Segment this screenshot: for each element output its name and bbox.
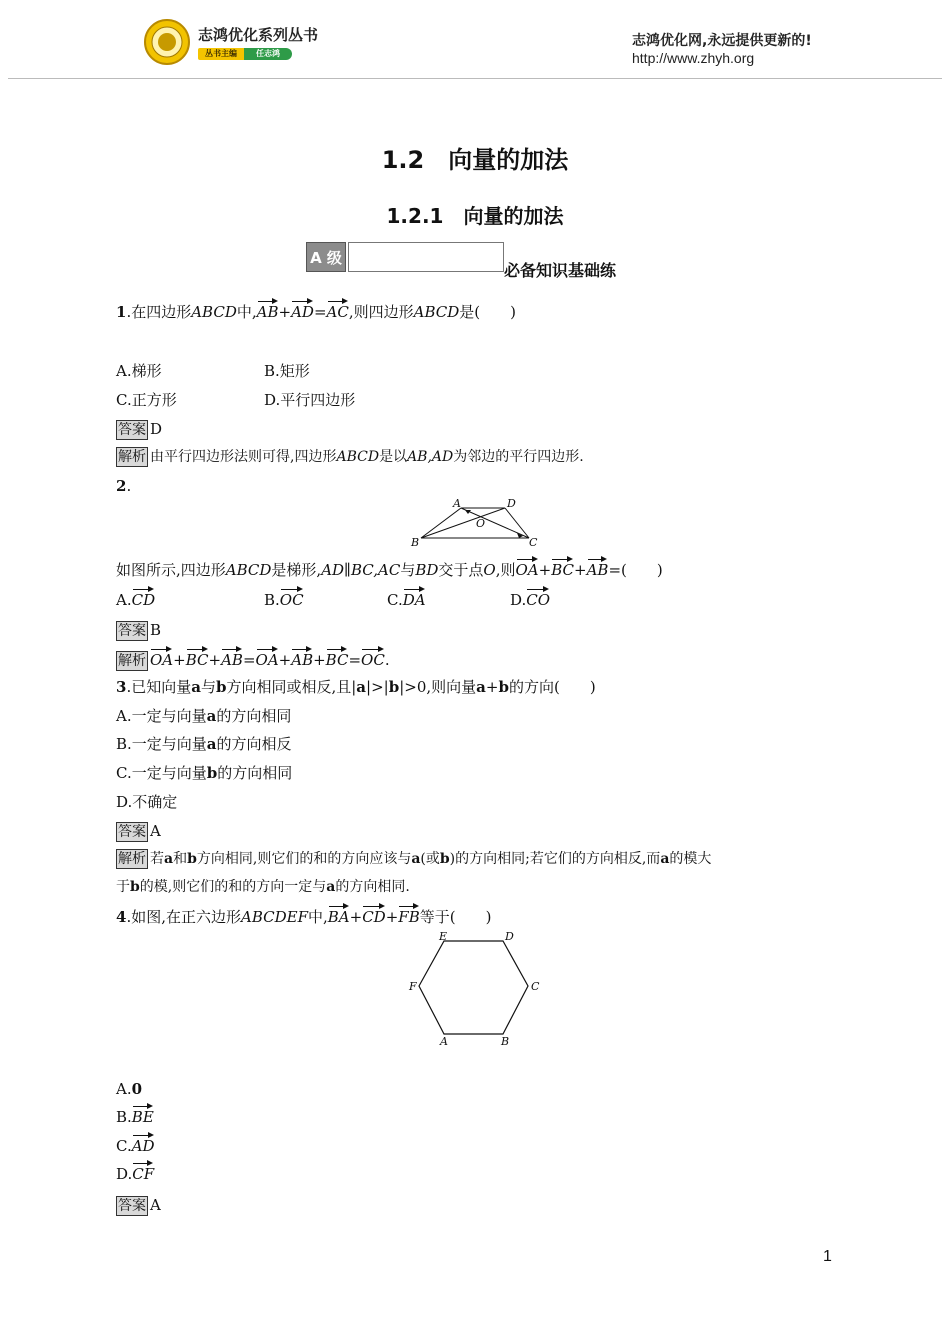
analysis-tag: 解析 (118, 653, 146, 669)
q3-option-c: C.一定与向量b的方向相同 (116, 764, 293, 782)
q1-option-a: A.梯形 (116, 362, 162, 380)
q3-stem: 3.已知向量a与b方向相同或相反,且|a|>|b|>0,则向量a+b的方向( ) (116, 678, 596, 696)
label-c: C (531, 980, 540, 993)
q3-option-b: B.一定与向量a的方向相反 (116, 735, 292, 753)
vector-ac: AC (327, 298, 349, 321)
answer-tag: 答案 (118, 422, 146, 438)
q2-answer: 答案 B (118, 621, 162, 639)
label-a: A (453, 497, 461, 510)
label-d: D (507, 497, 516, 510)
analysis-tag: 解析 (118, 449, 146, 465)
q1-option-b: B.矩形 (264, 362, 310, 380)
q2-option-c: C.DA (387, 586, 426, 611)
label-a: A (440, 1035, 448, 1048)
q2-option-b: B.OC (264, 586, 304, 611)
label-e: E (439, 930, 448, 943)
answer-tag: 答案 (118, 1198, 146, 1214)
level-badge: A 级 (306, 242, 346, 272)
q2-number: 2. (116, 477, 132, 495)
q4-answer: 答案 A (118, 1196, 161, 1214)
label-o: O (476, 517, 486, 530)
q2-option-a: A.CD (116, 586, 155, 611)
page-number: 1 (823, 1248, 832, 1265)
q2-analysis: 解析 OA+BC+AB=OA+AB+BC=OC. (116, 646, 390, 671)
answer-tag: 答案 (118, 623, 146, 639)
level-title: 必备知识基础练 (504, 261, 617, 280)
trapezoid-figure (405, 496, 545, 552)
q1-stem: 1.在四边形ABCD中,AB+AD=AC,则四边形ABCD是( ) (116, 298, 516, 323)
slogan: 志鸿优化网,永远提供更新的! (632, 33, 812, 49)
brand-sub-label: 丛书主编 (198, 48, 244, 60)
brand-sub-name: 任志鸿 (244, 48, 292, 60)
q3-option-a: A.一定与向量a的方向相同 (116, 707, 292, 725)
label-f: F (409, 980, 417, 993)
logo (143, 18, 195, 66)
q2-option-d: D.CO (510, 586, 550, 611)
vector-ab: AB (257, 298, 279, 321)
section-title: 1.2 向量的加法 (381, 146, 569, 174)
q4-option-c: C.AD (116, 1132, 155, 1157)
q4-option-a: A.0 (116, 1080, 143, 1098)
q3-analysis-line2: 于b的模,则它们的和的方向一定与a的方向相同. (116, 879, 410, 895)
label-b: B (411, 536, 420, 549)
site-url[interactable]: http://www.zhyh.org (632, 50, 755, 66)
brand-title: 志鸿优化系列丛书 (198, 26, 319, 44)
q4-option-b: B.BE (116, 1103, 154, 1128)
vector-ad: AD (291, 298, 314, 321)
q1-analysis: 解析 由平行四边形法则可得,四边形ABCD是以AB,AD为邻边的平行四边形. (118, 449, 584, 465)
label-c: C (529, 536, 538, 549)
hexagon-figure (405, 928, 545, 1050)
q3-option-d: D.不确定 (116, 793, 178, 811)
q2-stem: 如图所示,四边形ABCD是梯形,AD∥BC,AC与BD交于点O,则OA+BC+AB=( ) (116, 556, 663, 581)
header-divider (8, 78, 942, 79)
q4-stem: 4.如图,在正六边形ABCDEF中,BA+CD+FB等于( ) (116, 903, 491, 928)
level-box (348, 242, 504, 272)
subsection-title: 1.2.1 向量的加法 (386, 204, 564, 228)
q1-answer: 答案 D (118, 420, 163, 438)
q3-answer: 答案 A (118, 822, 161, 840)
q3-analysis-line1: 解析 若a和b方向相同,则它们的和的方向应该与a(或b)的方向相同;若它们的方向相反,而a的模大 (118, 851, 712, 867)
q1-option-d: D.平行四边形 (264, 391, 356, 409)
q1-option-c: C.正方形 (116, 391, 177, 409)
label-d: D (505, 930, 514, 943)
analysis-tag: 解析 (118, 851, 146, 867)
answer-tag: 答案 (118, 824, 146, 840)
q4-option-d: D.CF (116, 1160, 154, 1185)
label-b: B (501, 1035, 510, 1048)
